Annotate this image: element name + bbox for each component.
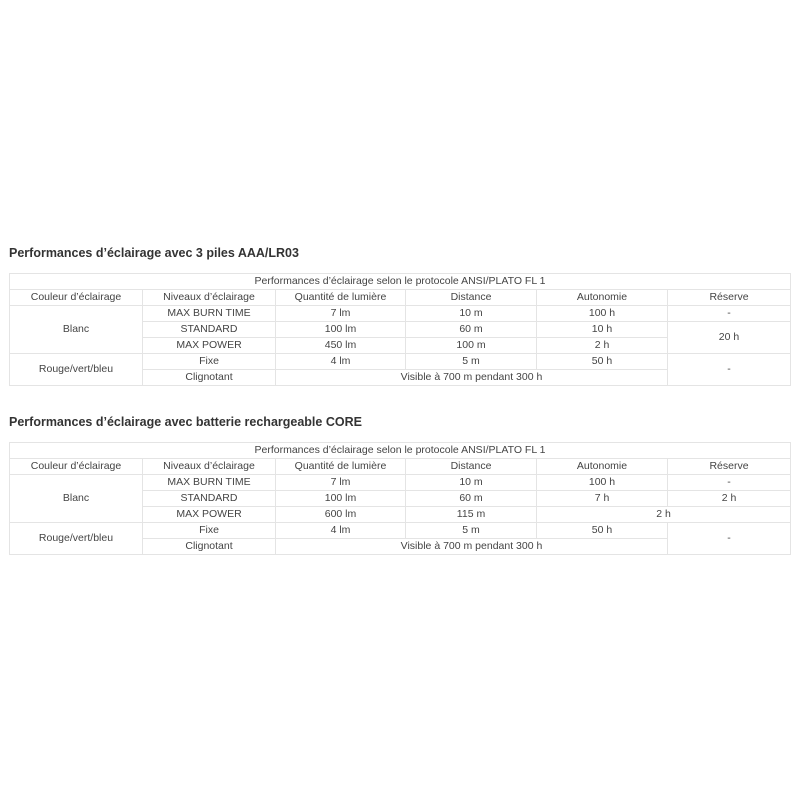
section-title: Performances d’éclairage avec batterie rechargeable CORE xyxy=(9,415,362,429)
autonomy-cell: 10 h xyxy=(537,322,668,338)
distance-cell: 100 m xyxy=(406,338,537,354)
distance-cell: 60 m xyxy=(406,491,537,507)
performance-table xyxy=(9,442,791,555)
reserve-cell: 2 h xyxy=(668,491,791,507)
header-reserve: Réserve xyxy=(668,290,791,306)
lumens-cell: 7 lm xyxy=(276,475,406,491)
autonomy-cell: 50 h xyxy=(537,523,668,539)
performance-table xyxy=(9,273,791,386)
level-cell: Fixe xyxy=(143,354,276,370)
table-caption: Performances d’éclairage selon le protocole ANSI/PLATO FL 1 xyxy=(10,443,791,459)
section-aaa-batteries xyxy=(9,245,790,386)
color-cell: Rouge/vert/bleu xyxy=(10,354,143,386)
lumens-cell: 450 lm xyxy=(276,338,406,354)
table-caption-row xyxy=(10,443,791,459)
autonomy-reserve-cell: 2 h xyxy=(537,507,791,523)
reserve-cell: - xyxy=(668,475,791,491)
color-cell: Rouge/vert/bleu xyxy=(10,523,143,555)
visibility-cell: Visible à 700 m pendant 300 h xyxy=(276,539,668,555)
header-lumens: Quantité de lumière xyxy=(276,290,406,306)
table-row xyxy=(10,523,791,539)
level-cell: STANDARD xyxy=(143,491,276,507)
header-distance: Distance xyxy=(406,459,537,475)
distance-cell: 10 m xyxy=(406,306,537,322)
distance-cell: 115 m xyxy=(406,507,537,523)
section-title: Performances d’éclairage avec 3 piles AAA/LR03 xyxy=(9,246,299,260)
header-color: Couleur d’éclairage xyxy=(10,459,143,475)
header-color: Couleur d’éclairage xyxy=(10,290,143,306)
distance-cell: 60 m xyxy=(406,322,537,338)
visibility-cell: Visible à 700 m pendant 300 h xyxy=(276,370,668,386)
distance-cell: 10 m xyxy=(406,475,537,491)
lumens-cell: 100 lm xyxy=(276,491,406,507)
section-core-battery xyxy=(9,414,790,555)
level-cell: Clignotant xyxy=(143,370,276,386)
table-caption-row xyxy=(10,274,791,290)
lumens-cell: 7 lm xyxy=(276,306,406,322)
header-level: Niveaux d’éclairage xyxy=(143,290,276,306)
autonomy-cell: 100 h xyxy=(537,306,668,322)
lumens-cell: 600 lm xyxy=(276,507,406,523)
reserve-cell: 20 h xyxy=(668,322,791,354)
table-row xyxy=(10,475,791,491)
lumens-cell: 100 lm xyxy=(276,322,406,338)
table-header-row xyxy=(10,290,791,306)
level-cell: Fixe xyxy=(143,523,276,539)
header-level: Niveaux d’éclairage xyxy=(143,459,276,475)
lumens-cell: 4 lm xyxy=(276,523,406,539)
autonomy-cell: 50 h xyxy=(537,354,668,370)
color-cell: Blanc xyxy=(10,306,143,354)
header-distance: Distance xyxy=(406,290,537,306)
level-cell: MAX POWER xyxy=(143,507,276,523)
table-row xyxy=(10,354,791,370)
reserve-cell: - xyxy=(668,523,791,555)
level-cell: Clignotant xyxy=(143,539,276,555)
header-autonomy: Autonomie xyxy=(537,290,668,306)
level-cell: MAX BURN TIME xyxy=(143,306,276,322)
header-lumens: Quantité de lumière xyxy=(276,459,406,475)
table-row xyxy=(10,306,791,322)
level-cell: MAX POWER xyxy=(143,338,276,354)
reserve-cell: - xyxy=(668,354,791,386)
color-cell: Blanc xyxy=(10,475,143,523)
autonomy-cell: 2 h xyxy=(537,338,668,354)
autonomy-cell: 100 h xyxy=(537,475,668,491)
header-reserve: Réserve xyxy=(668,459,791,475)
distance-cell: 5 m xyxy=(406,354,537,370)
lumens-cell: 4 lm xyxy=(276,354,406,370)
header-autonomy: Autonomie xyxy=(537,459,668,475)
distance-cell: 5 m xyxy=(406,523,537,539)
level-cell: MAX BURN TIME xyxy=(143,475,276,491)
autonomy-cell: 7 h xyxy=(537,491,668,507)
reserve-cell: - xyxy=(668,306,791,322)
table-header-row xyxy=(10,459,791,475)
level-cell: STANDARD xyxy=(143,322,276,338)
table-caption: Performances d’éclairage selon le protocole ANSI/PLATO FL 1 xyxy=(10,274,791,290)
